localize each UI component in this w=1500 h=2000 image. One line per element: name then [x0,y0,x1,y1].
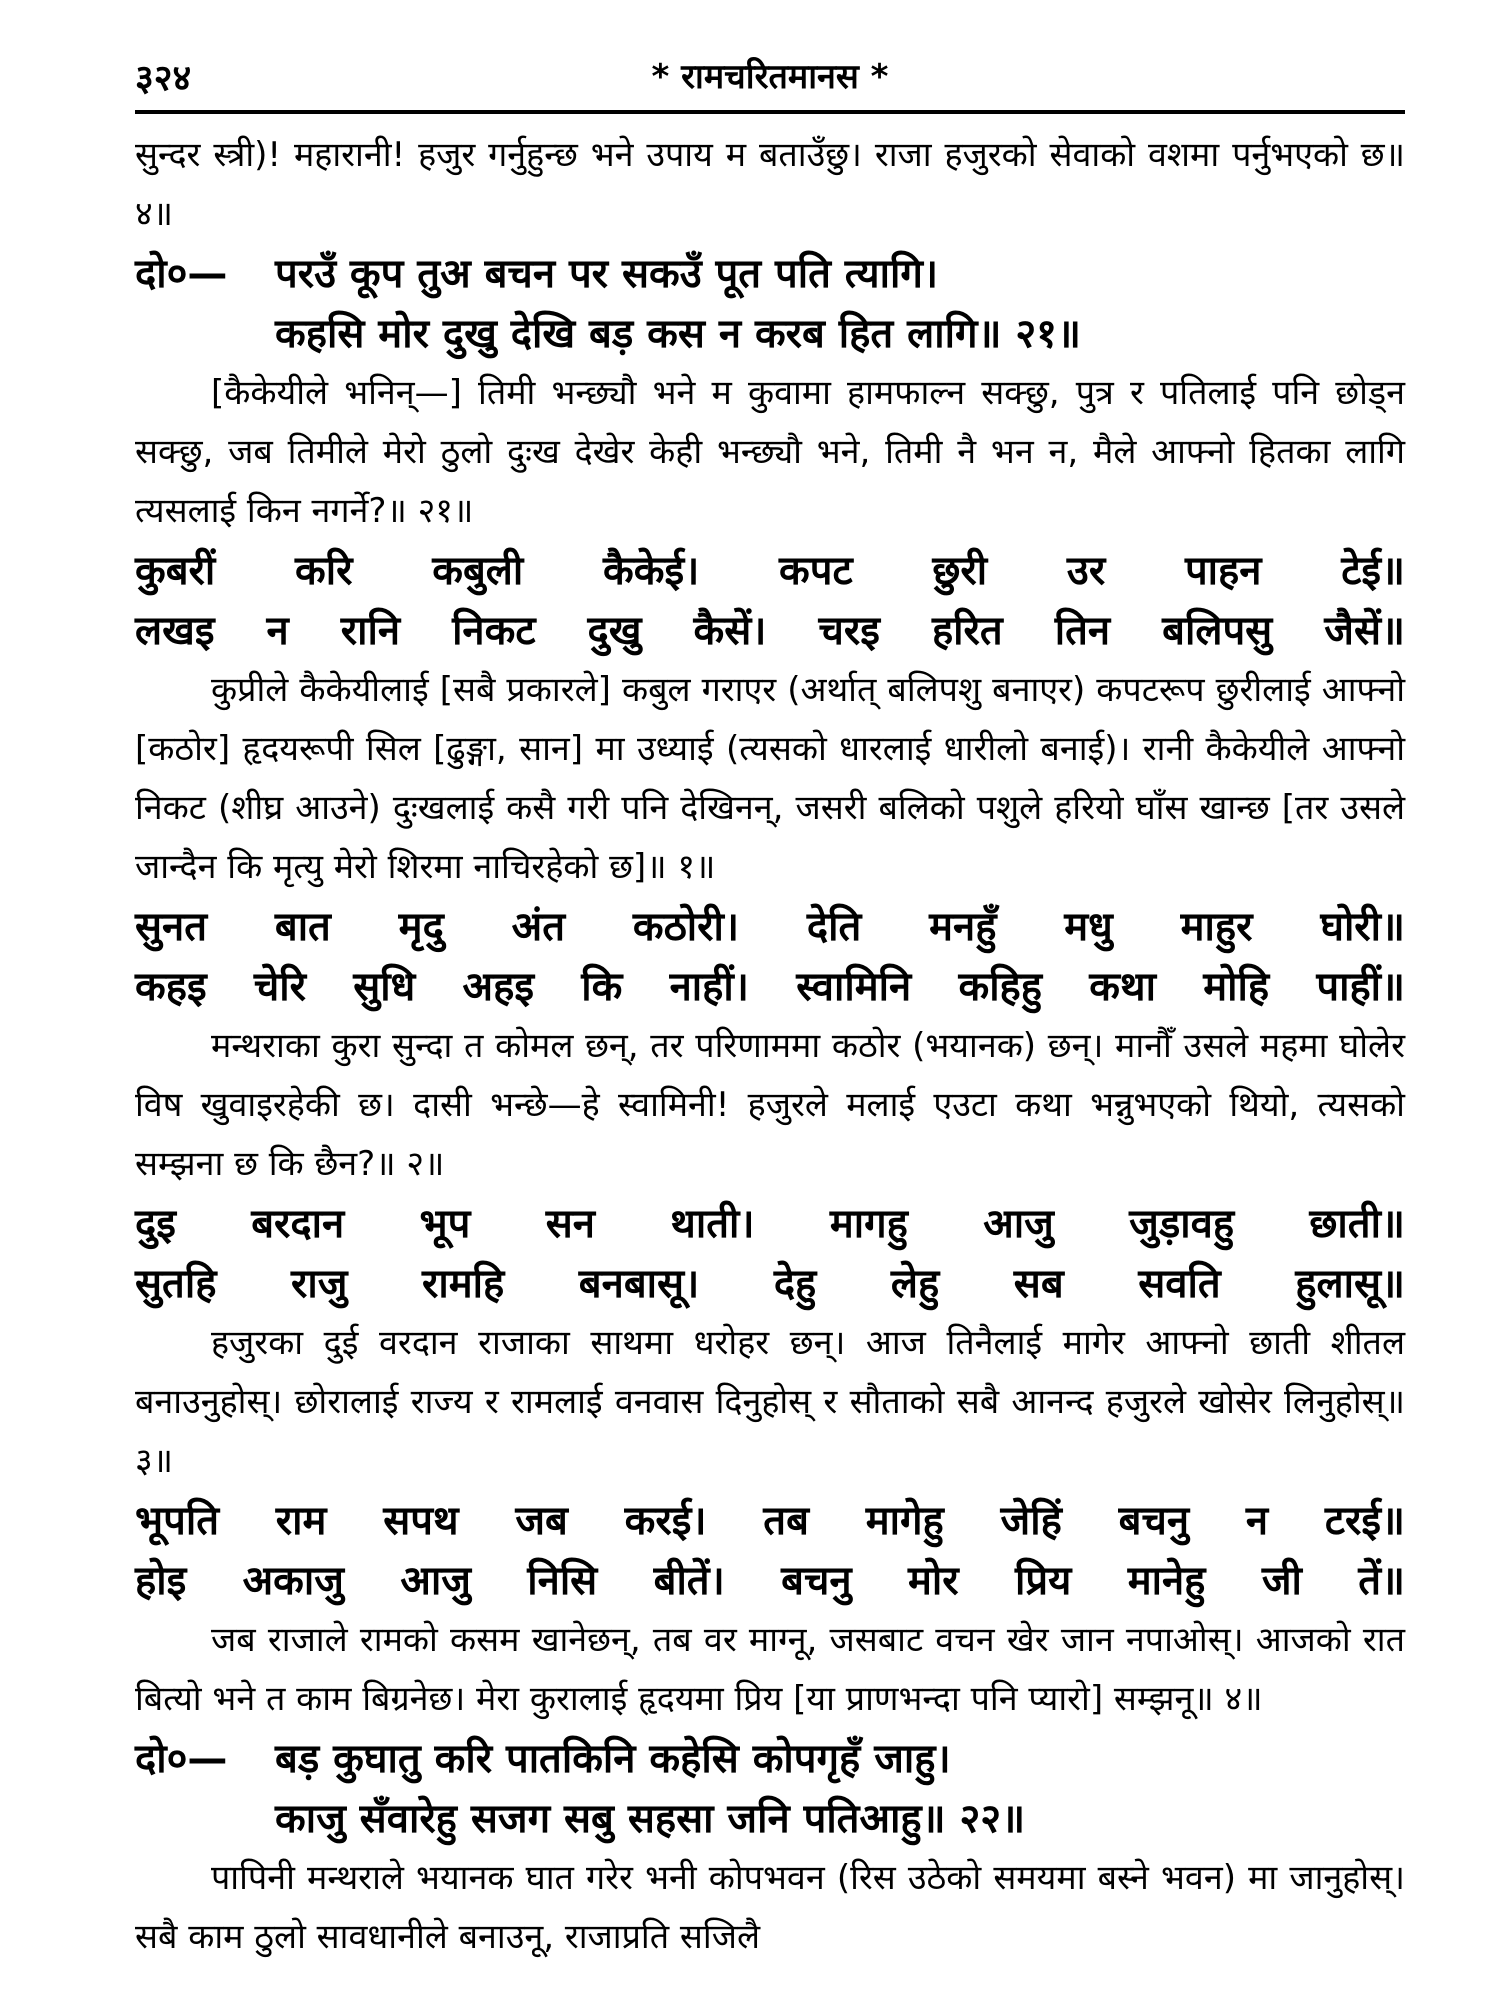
doha-text: परउँ कूप तुअ बचन पर सकउँ पूत पति त्यागि। [275,251,939,297]
verse-word: अहइ [462,964,534,1010]
verse-word: मधु [1064,904,1113,950]
page-number: ३२४ [135,58,192,99]
verse-word: मोर [907,1558,959,1604]
verse-word: घोरी॥ [1320,904,1405,950]
verse-word: मोहि [1203,964,1270,1010]
page-content [135,126,1405,1967]
verse-word: देहु [773,1261,817,1307]
verse-word: प्रिय [1015,1558,1072,1604]
verse-word: रामहि [421,1261,505,1307]
verse-word: करई। [624,1498,707,1544]
running-title: * रामचरितमानस * [651,57,889,97]
doha [135,244,1405,364]
verse-word: होइ [135,1558,187,1604]
verse-word: मागेहु [865,1498,944,1544]
verse-word: बरदान [251,1201,345,1247]
verse-word: नाहीं। [669,964,749,1010]
verse-word: माहुर [1180,904,1253,950]
verse-word: चरइ [818,608,880,654]
verse-word: बचनु [1118,1498,1190,1544]
verse-word: उर [1066,548,1106,594]
doha-line [135,1789,1405,1849]
verse-word: पाहीं॥ [1316,964,1405,1010]
verse-word: छुरी [932,548,988,594]
prose-paragraph: हजुरका दुई वरदान राजाका साथमा धरोहर छन्। आज तिनैलाई मागेर आफ्नो छाती शीतल बनाउनुहोस्। छोरालाई राज्य र रामलाई वनवास दिनुहोस् र सौताको सबै आनन्द हजुरले खोसेर लिनुहोस्॥ ३॥ [135,1323,1405,1481]
verse-word: कहइ [135,964,207,1010]
doha [135,1729,1405,1849]
verse-word: जुड़ावहु [1129,1201,1235,1247]
verse-word: टरई॥ [1324,1498,1405,1544]
verse-word: बचनु [781,1558,852,1604]
verse-word: राजु [291,1261,348,1307]
verse-word: बात [274,904,331,950]
verse-word: कैकेई। [603,548,700,594]
prose-paragraph: सुन्दर स्त्री)! महारानी! हजुर गर्नुहुन्छ भने उपाय म बताउँछु। राजा हजुरको सेवाको वशमा पर्नुभएको छ॥ ४॥ [135,135,1405,234]
verse-line [135,1551,1405,1611]
document-page [135,52,1405,1957]
verse-word: अकाजु [242,1558,344,1604]
prose-paragraph: जब राजाले रामको कसम खानेछन्, तब वर माग्नू, जसबाट वचन खेर जान नपाओस्। आजको रात बित्यो भने त काम बिग्रनेछ। मेरा कुरालाई हृदयमा प्रिय [या प्राणभन्दा पनि प्यारो] सम्झनू॥ ४॥ [135,1620,1405,1719]
verse-word: भूपति [135,1498,219,1544]
header-rule [135,110,1405,114]
verse-word: कैसें। [693,608,767,654]
doha-text: बड़ कुघातु करि पातकिनि कहेसि कोपगृहँ जाहु। [275,1736,951,1782]
verse-word: लखइ [135,608,215,654]
verse-word: निसि [527,1558,598,1604]
page-header [135,52,1405,112]
verse-word: तिन [1054,608,1111,654]
verse-word: कहिहु [958,964,1043,1010]
verse-word: आजु [983,1201,1054,1247]
verse-word: छाती॥ [1309,1201,1405,1247]
verse-word: बनबासू। [578,1261,700,1307]
verse-word: स्वामिनि [796,964,912,1010]
verse-word: दुखु [587,608,642,654]
verse-word: हुलासू॥ [1295,1261,1405,1307]
chaupai [135,541,1405,661]
verse-word: कबुली [432,548,524,594]
verse-word: रानि [340,608,401,654]
verse-word: मागहु [829,1201,908,1247]
verse-word: न [1245,1498,1269,1544]
verse-word: राम [275,1498,327,1544]
chaupai [135,1194,1405,1314]
verse-word: देति [806,904,862,950]
verse-word: हरित [931,608,1003,654]
verse-word: कि [581,964,623,1010]
verse-line [135,897,1405,957]
doha-line [135,304,1405,364]
doha-text: कहसि मोर दुखु देखि बड़ कस न करब हित लागि॥ २१॥ [275,311,1081,357]
verse-line [135,957,1405,1017]
doha-line [135,244,1405,304]
verse-word: तब [763,1498,809,1544]
verse-word: बलिपसु [1162,608,1273,654]
verse-word: मनहुँ [929,904,997,950]
verse-word: चेरि [253,964,306,1010]
verse-word: मानेहु [1127,1558,1206,1604]
verse-word: सब [1013,1261,1064,1307]
verse-word: कुबरीं [135,548,216,594]
verse-line [135,1491,1405,1551]
verse-word: सुनत [135,904,208,950]
verse-word: तें॥ [1358,1558,1405,1604]
verse-word: करि [295,548,353,594]
verse-word: आजु [400,1558,471,1604]
verse-word: कपट [779,548,853,594]
verse-word: निकट [452,608,536,654]
doha-text: काजु सँवारेहु सजग सबु सहसा जनि पतिआहु॥ २२॥ [275,1796,1026,1842]
chaupai [135,1491,1405,1611]
verse-word: अंत [511,904,566,950]
chaupai [135,897,1405,1017]
verse-word: जैसें॥ [1324,608,1405,654]
verse-line [135,1194,1405,1254]
verse-word: कठोरी। [632,904,740,950]
verse-line [135,601,1405,661]
prose-paragraph: पापिनी मन्थराले भयानक घात गरेर भनी कोपभवन (रिस उठेको समयमा बस्ने भवन) मा जानुहोस्। सबै काम ठुलो सावधानीले बनाउनू, राजाप्रति सजिलै [135,1858,1405,1957]
verse-word: जी [1261,1558,1302,1604]
verse-word: सपथ [383,1498,459,1544]
prose-paragraph: [कैकेयीले भनिन्—] तिमी भन्छ्यौ भने म कुवामा हामफाल्न सक्छु, पुत्र र पतिलाई पनि छोड्न सक्छु, जब तिमीले मेरो ठुलो दुःख देखेर केही भन्छ्यौ भने, तिमी नै भन न, मैले आफ्नो हितका लागि त्यसलाई किन नगर्ने?॥ २१॥ [135,373,1405,531]
doha-label: दो०— [135,1736,228,1782]
verse-line [135,1254,1405,1314]
verse-word: टेई॥ [1341,548,1405,594]
verse-word: मृदु [398,904,444,950]
verse-word: जब [515,1498,568,1544]
verse-word: सुतहि [135,1261,217,1307]
verse-word: कथा [1089,964,1156,1010]
verse-word: बीतें। [653,1558,725,1604]
verse-word: सवति [1138,1261,1221,1307]
doha-line [135,1729,1405,1789]
verse-word: सन [545,1201,595,1247]
verse-word: जेहिं [1000,1498,1062,1544]
verse-word: पाहन [1184,548,1262,594]
verse-word: लेहु [890,1261,940,1307]
verse-word: दुइ [135,1201,176,1247]
verse-line [135,541,1405,601]
verse-word: सुधि [353,964,416,1010]
prose-paragraph: कुप्रीले कैकेयीलाई [सबै प्रकारले] कबुल गराएर (अर्थात् बलिपशु बनाएर) कपटरूप छुरीलाई आफ्नो [कठोर] हृदयरूपी सिल [ढुङ्गा, सान] मा उध्याई (त्यसको धारलाई धारीलो बनाई)। रानी कैकेयीले आफ्नो निकट (शीघ्र आउने) दुःखलाई कसै गरी पनि देखिनन्, जसरी बलिको पशुले हरियो घाँस खान्छ [तर उसले जान्दैन कि मृत्यु मेरो शिरमा नाचिरहेको छ]॥ १॥ [135,670,1405,887]
verse-word: भूप [419,1201,471,1247]
verse-word: न [266,608,289,654]
verse-word: थाती। [670,1201,755,1247]
prose-paragraph: मन्थराका कुरा सुन्दा त कोमल छन्, तर परिणाममा कठोर (भयानक) छन्। मानौँ उसले महमा घोलेर विष खुवाइरहेकी छ। दासी भन्छे—हे स्वामिनी! हजुरले मलाई एउटा कथा भन्नुभएको थियो, त्यसको सम्झना छ कि छैन?॥ २॥ [135,1026,1405,1184]
doha-label: दो०— [135,251,228,297]
